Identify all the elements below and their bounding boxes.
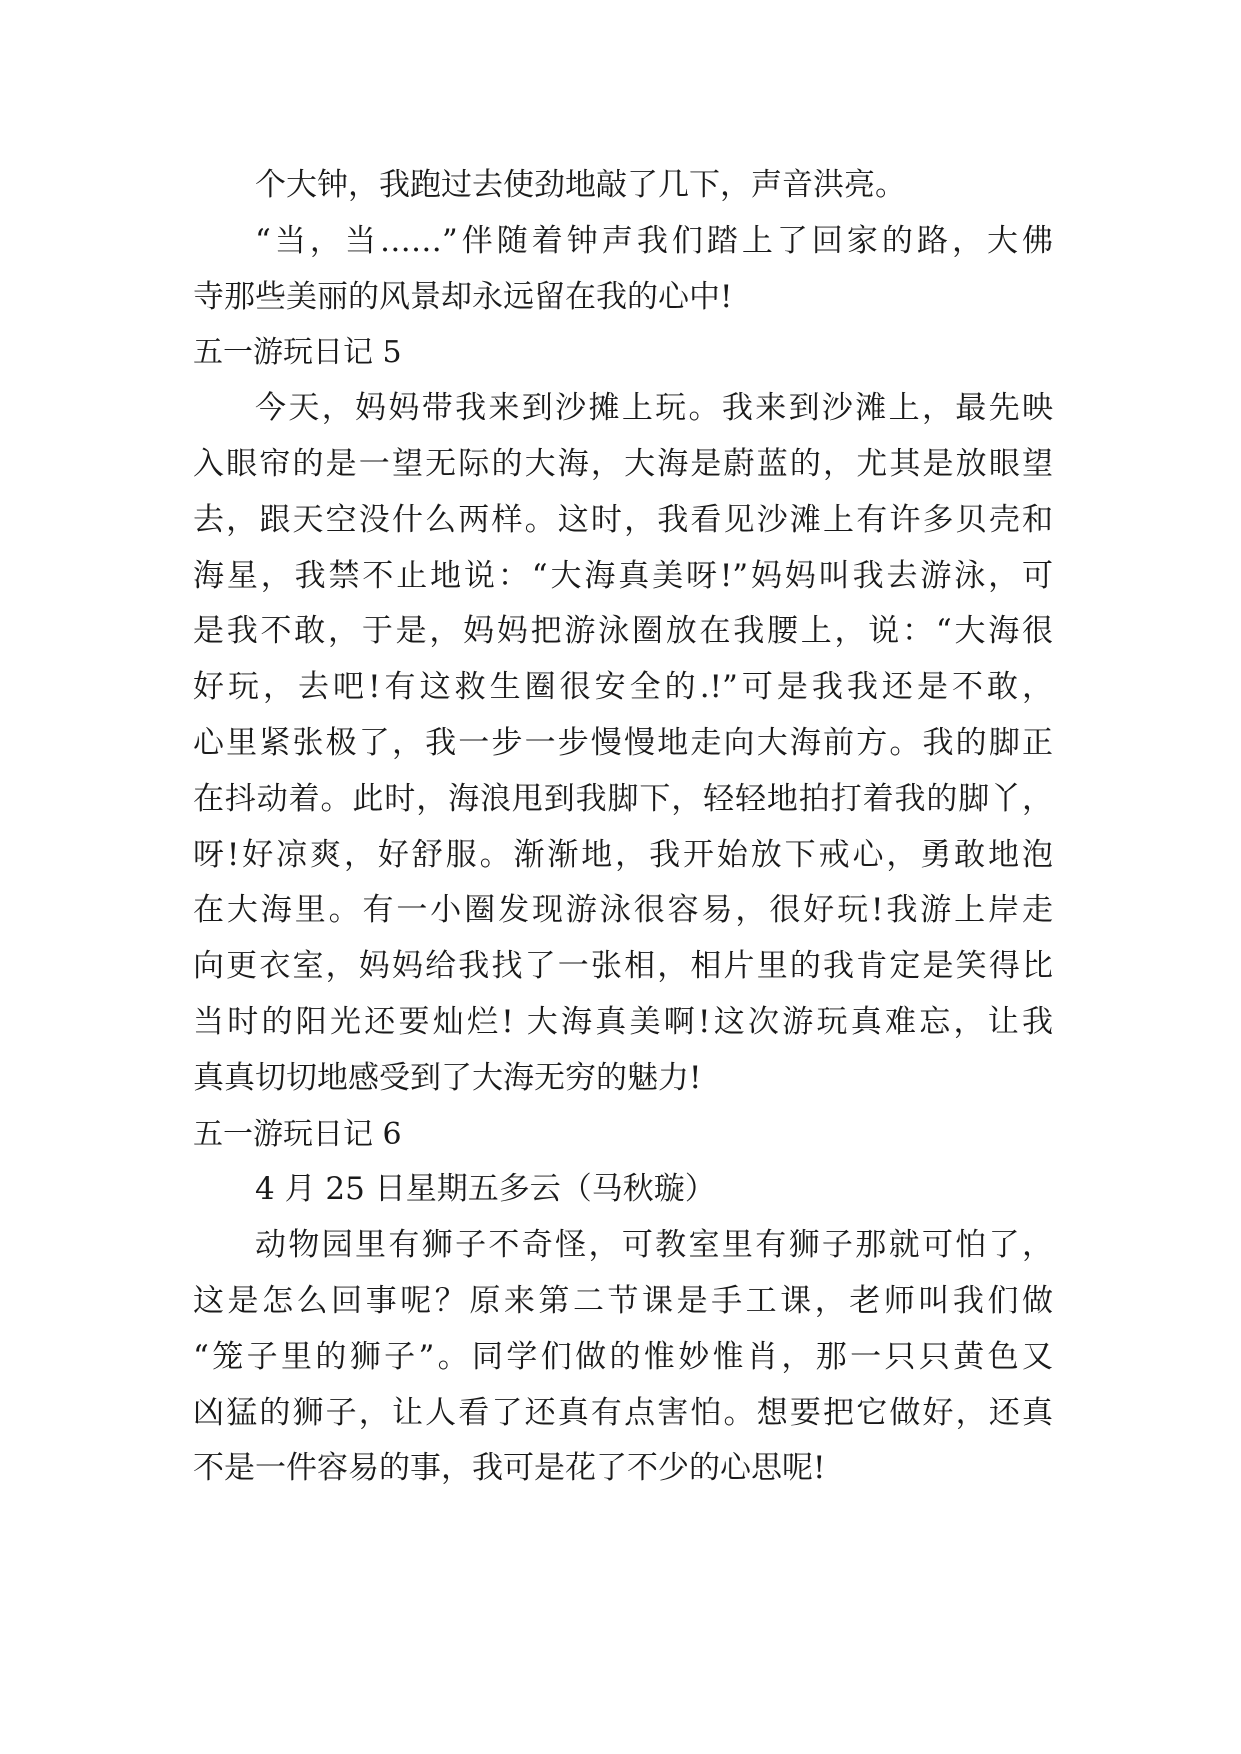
dateline: 4 月 25 日星期五多云（马秋璇） [255,1171,716,1208]
paragraph-line: 心里紧张极了，我一步一步慢慢地走向大海前方。我的脚正 [193,724,1053,761]
paragraph-line: 是我不敢，于是，妈妈把游泳圈放在我腰上，说：“大海很 [193,613,1053,650]
section-heading: 五一游玩日记 5 [193,335,402,371]
paragraph-line: 动物园里有狮子不奇怪，可教室里有狮子那就可怕了， [255,1227,1053,1264]
paragraph-line: 在大海里。有一小圈发现游泳很容易，很好玩!我游上岸走 [193,892,1053,929]
paragraph-line: 真真切切地感受到了大海无穷的魅力! [193,1059,702,1096]
paragraph-line: 海星，我禁不止地说：“大海真美呀!”妈妈叫我去游泳，可 [193,557,1053,594]
paragraph-line: “笼子里的狮子”。同学们做的惟妙惟肖，那一只只黄色又 [193,1338,1053,1375]
paragraph-line: 当时的阳光还要灿烂! 大海真美啊!这次游玩真难忘，让我 [193,1003,1053,1040]
paragraph-line: 入眼帘的是一望无际的大海，大海是蔚蓝的，尤其是放眼望 [193,445,1053,482]
paragraph-line: 不是一件容易的事，我可是花了不少的心思呢! [193,1450,826,1487]
paragraph-line: “当，当……”伴随着钟声我们踏上了回家的路，大佛 [255,222,1053,259]
document-body [193,158,1053,1497]
paragraph-line: 个大钟，我跑过去使劲地敲了几下，声音洪亮。 [255,167,906,203]
section-heading: 五一游玩日记 6 [193,1116,402,1152]
paragraph-line: 向更衣室，妈妈给我找了一张相，相片里的我肯定是笑得比 [193,948,1053,985]
paragraph-line: 好玩，去吧!有这救生圈很安全的.!”可是我我还是不敢， [193,669,1053,706]
paragraph-line: 凶猛的狮子，让人看了还真有点害怕。想要把它做好，还真 [193,1394,1053,1431]
paragraph-line: 去，跟天空没什么两样。这时，我看见沙滩上有许多贝壳和 [193,501,1053,538]
paragraph-line: 呀!好凉爽，好舒服。渐渐地，我开始放下戒心，勇敢地泡 [193,836,1053,873]
paragraph-line: 今天，妈妈带我来到沙摊上玩。我来到沙滩上，最先映 [255,390,1053,427]
paragraph-line: 寺那些美丽的风景却永远留在我的心中! [193,278,733,315]
paragraph-line: 在抖动着。此时，海浪甩到我脚下，轻轻地拍打着我的脚丫， [193,780,1053,817]
paragraph-line: 这是怎么回事呢？原来第二节课是手工课，老师叫我们做 [193,1282,1053,1319]
